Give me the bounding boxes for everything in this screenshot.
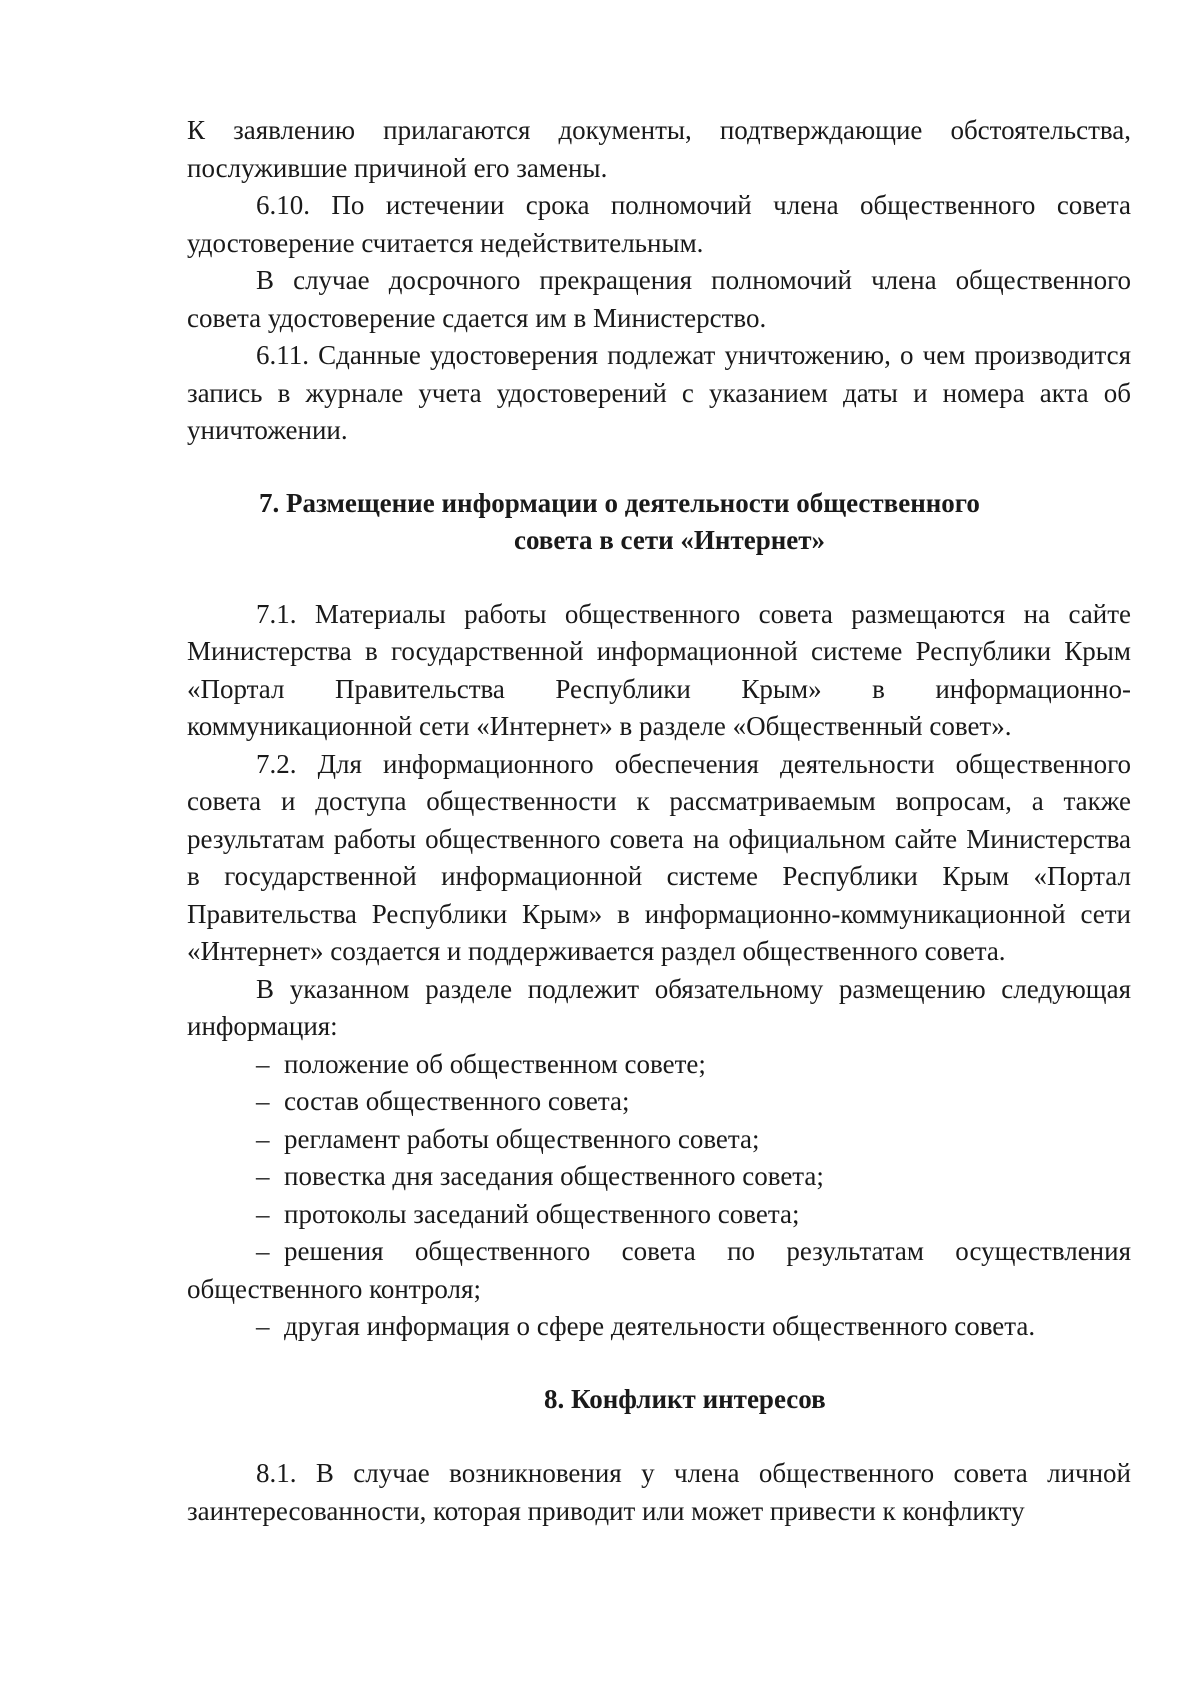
list-item-text: другая информация о сфере деятельности общественного совета. <box>284 1311 1036 1341</box>
section-8-title: 8. Конфликт интересов <box>544 1383 826 1414</box>
dash-marker: – <box>256 1311 270 1341</box>
list-item-text: решения общественного совета по результатам осуществления общественного контроля; <box>187 1236 1131 1304</box>
dash-marker: – <box>256 1123 270 1154</box>
section-7-heading <box>187 485 1131 560</box>
paragraph-section-info: В указанном разделе подлежит обязательному размещению следующая информация: <box>187 973 1131 1041</box>
section-7-title-line-1: 7. Размещение информации о деятельности общественного <box>259 487 980 518</box>
list-item <box>187 1158 1131 1196</box>
paragraph-6-11: 6.11. Сданные удостоверения подлежат уничтожению, о чем производится запись в журнале учета удостоверений с указанием даты и номера акта об уничтожении. <box>187 340 1131 445</box>
section-8-heading <box>187 1381 1131 1419</box>
section-7-title-line-2: совета в сети «Интернет» <box>514 525 826 555</box>
list-item <box>187 1196 1131 1234</box>
list-item-text: регламент работы общественного совета; <box>284 1123 760 1154</box>
paragraph-7-1: 7.1. Материалы работы общественного совета размещаются на сайте Министерства в государственной информационной системе Республики Крым «Портал Правительства Республики Крым» в информационно-коммуникационной сети «Интернет» в разделе «Общественный совет». <box>187 598 1131 741</box>
list-item-text: положение об общественном совете; <box>284 1048 706 1079</box>
dash-marker: – <box>256 1048 270 1079</box>
list-item-text: протоколы заседаний общественного совета; <box>284 1198 800 1229</box>
dash-marker: – <box>256 1161 270 1191</box>
paragraph-6-10: 6.10. По истечении срока полномочий члена общественного совета удостоверение считается недействительным. <box>187 190 1131 258</box>
list-item <box>187 1046 1131 1084</box>
dash-marker: – <box>256 1086 270 1116</box>
paragraph-8-1: 8.1. В случае возникновения у члена общественного совета личной заинтересованности, которая приводит или может привести к конфликту <box>187 1458 1131 1526</box>
list-item <box>187 1083 1131 1121</box>
paragraph-7-2: 7.2. Для информационного обеспечения деятельности общественного совета и доступа общественности к рассматриваемым вопросам, а также результатам работы общественного совета на официальном сайте Министерства в государственной информационной системе Республики Крым «Портал Правительства Республики Крым» в информационно-коммуникационной сети «Интернет» создается и поддерживается раздел общественного совета. <box>187 748 1131 966</box>
paragraph-early-termination: В случае досрочного прекращения полномочий члена общественного совета удостоверение сдается им в Министерство. <box>187 265 1131 333</box>
dash-marker: – <box>256 1198 270 1229</box>
list-item <box>187 1233 1131 1308</box>
list-item-text: повестка дня заседания общественного совета; <box>284 1161 824 1191</box>
list-item-text: состав общественного совета; <box>284 1086 630 1116</box>
dash-marker: – <box>256 1236 270 1266</box>
document-page <box>187 112 1131 1530</box>
list-item <box>187 1121 1131 1159</box>
paragraph-attachments: К заявлению прилагаются документы, подтверждающие обстоятельства, послужившие причиной его замены. <box>187 115 1131 183</box>
list-item <box>187 1308 1131 1346</box>
info-list <box>187 1046 1131 1346</box>
